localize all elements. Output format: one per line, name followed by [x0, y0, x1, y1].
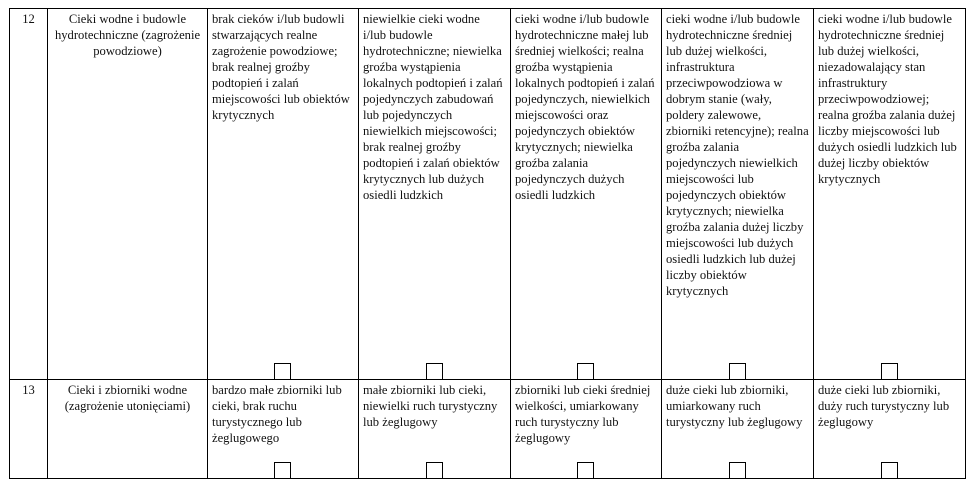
criteria-text: duże cieki lub zbiorniki, duży ruch turystyczny lub żeglugowy	[818, 383, 950, 429]
criteria-cell	[511, 9, 662, 380]
checkbox[interactable]	[274, 363, 291, 379]
risk-criteria-table	[9, 8, 966, 479]
criteria-text: bardzo małe zbiorniki lub cieki, brak ruchu turystycznego lub żeglugowego	[212, 383, 342, 445]
criteria-text: niewielkie cieki wodne i/lub budowle hydrotechniczne; niewielka groźba wystąpienia lokalnych podtopień i zalań pojedynczych zabudowań lub pojedynczych niewielkich miejscowości; brak realnej groźby podtopień i zalań obiektów krytycznych lub dużych osiedli ludzkich	[363, 12, 503, 202]
criteria-text: cieki wodne i/lub budowle hydrotechniczne średniej lub dużej wielkości, niezadowalający stan infrastruktury przeciwpowodziowej; realna groźba zalania dużej liczby miejscowości lub dużych osiedli ludzkich lub dużej liczby obiektów krytycznych	[818, 12, 957, 186]
table-row	[10, 9, 966, 380]
category-label: Cieki wodne i budowle hydrotechniczne (zagrożenie powodziowe)	[48, 9, 208, 380]
criteria-text: cieki wodne i/lub budowle hydrotechniczne małej lub średniej wielkości; realna groźba wystąpienia lokalnych podtopień i zalań pojedynczych, niewielkich miejscowości oraz pojedynczych obiektów krytycznych; niewielka groźba zalania pojedynczych dużych osiedli ludzkich	[515, 12, 655, 202]
table-row	[10, 380, 966, 479]
checkbox[interactable]	[426, 462, 443, 478]
criteria-text: małe zbiorniki lub cieki, niewielki ruch turystyczny lub żeglugowy	[363, 383, 498, 429]
checkbox[interactable]	[729, 363, 746, 379]
criteria-text: brak cieków i/lub budowli stwarzających realne zagrożenie powodziowe; brak realnej groźby podtopień i zalań miejscowości lub obiektów krytycznych	[212, 12, 350, 122]
checkbox[interactable]	[729, 462, 746, 478]
row-number: 12	[10, 9, 48, 380]
criteria-cell	[208, 380, 359, 479]
row-number: 13	[10, 380, 48, 479]
checkbox[interactable]	[881, 363, 898, 379]
checkbox[interactable]	[274, 462, 291, 478]
checkbox[interactable]	[426, 363, 443, 379]
criteria-text: zbiorniki lub cieki średniej wielkości, umiarkowany ruch turystyczny lub żeglugowy	[515, 383, 651, 445]
category-label: Cieki i zbiorniki wodne (zagrożenie utonięciami)	[48, 380, 208, 479]
criteria-cell	[359, 380, 511, 479]
criteria-cell	[662, 380, 814, 479]
criteria-cell	[662, 9, 814, 380]
checkbox[interactable]	[881, 462, 898, 478]
criteria-cell	[814, 380, 966, 479]
criteria-text: cieki wodne i/lub budowle hydrotechniczne średniej lub dużej wielkości, infrastruktura przeciwpowodziowa w dobrym stanie (wały, poldery zalewowe, zbiorniki retencyjne); realna groźba zalania pojedynczych niewielkich miejscowości lub pojedynczych obiektów krytycznych; niewielka groźba zalania dużej liczby miejscowości lub dużych osiedli ludzkich lub dużej liczby obiektów krytycznych	[666, 12, 809, 298]
criteria-cell	[359, 9, 511, 380]
checkbox[interactable]	[577, 462, 594, 478]
criteria-text: duże cieki lub zbiorniki, umiarkowany ruch turystyczny lub żeglugowy	[666, 383, 803, 429]
checkbox[interactable]	[577, 363, 594, 379]
criteria-cell	[814, 9, 966, 380]
criteria-cell	[208, 9, 359, 380]
criteria-cell	[511, 380, 662, 479]
